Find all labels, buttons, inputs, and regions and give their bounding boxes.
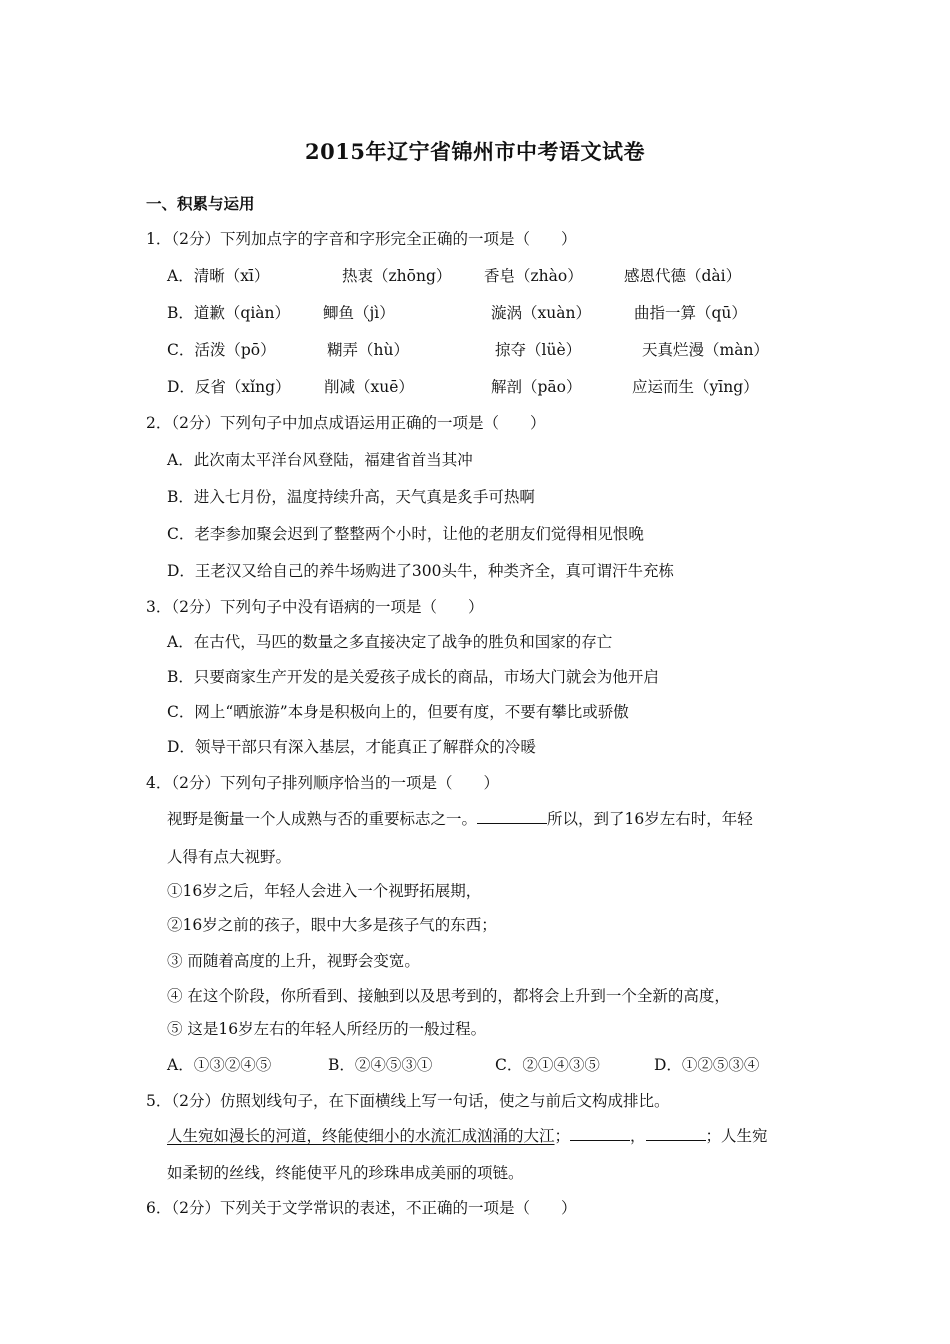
q4-sentence-3: ③ 而随着高度的上升，视野会变宽。: [167, 952, 420, 970]
q4-sentence-5: ⑤ 这是16岁左右的年轻人所经历的一般过程。: [167, 1020, 487, 1038]
q1-option-b-4: 曲指一算（qū）: [634, 304, 747, 322]
q3-option-d: D．领导干部只有深入基层，才能真正了解群众的冷暖: [167, 738, 536, 756]
q1-option-d-2: 削减（xuē）: [324, 378, 414, 396]
q5-underlined-sentence: 人生宛如漫长的河道，终能使细小的水流汇成汹涌的大江: [167, 1127, 555, 1145]
q4-passage-line-2: 人得有点大视野。: [167, 848, 292, 866]
question-1-stem: 1．（2分）下列加点字的字音和字形完全正确的一项是（ ）: [146, 230, 577, 248]
question-4-stem: 4．（2分）下列句子排列顺序恰当的一项是（ ）: [146, 774, 499, 792]
q5-tail: ；人生宛: [705, 1127, 768, 1145]
q1-option-c-4: 天真烂漫（màn）: [642, 341, 769, 359]
q2-option-d: D．王老汉又给自己的养牛场购进了300头牛，种类齐全，真可谓汗牛充栋: [167, 562, 675, 580]
q3-option-c: C．网上“晒旅游”本身是积极向上的，但要有度，不要有攀比或骄傲: [167, 703, 629, 721]
answer-blank[interactable]: [477, 809, 547, 824]
q4-passage-line-1: [167, 807, 753, 829]
q1-option-b-2: 鲫鱼（jì）: [323, 304, 395, 322]
q1-option-c-3: 掠夺（lüè）: [495, 341, 582, 359]
q4-option-a: A．①③②④⑤: [167, 1056, 272, 1074]
q1-option-a-1: A．清晰（xī）: [167, 267, 270, 285]
q1-option-d-3: 解剖（pāo）: [491, 378, 582, 396]
q4-passage-part-a: 视野是衡量一个人成熟与否的重要标志之一。: [167, 810, 478, 828]
q1-option-b-1: B．道歉（qiàn）: [167, 304, 290, 322]
q1-option-a-4: 感恩代德（dài）: [624, 267, 742, 285]
q2-option-c: C．老李参加聚会迟到了整整两个小时，让他的老朋友们觉得相见恨晚: [167, 525, 644, 543]
q5-passage-line-2: 如柔韧的丝线，终能使平凡的珍珠串成美丽的项链。: [167, 1164, 524, 1182]
q1-option-c-1: C．活泼（pō）: [167, 341, 276, 359]
answer-blank-1[interactable]: [570, 1126, 630, 1141]
q5-passage-line-1: [167, 1124, 768, 1146]
q4-option-c: C．②①④③⑤: [495, 1056, 600, 1074]
q1-option-a-3: 香皂（zhào）: [484, 267, 583, 285]
question-5-stem: 5．（2分）仿照划线句子，在下面横线上写一句话，使之与前后文构成排比。: [146, 1092, 670, 1110]
section-heading: 一、积累与运用: [146, 194, 255, 213]
question-3-stem: 3．（2分）下列句子中没有语病的一项是（ ）: [146, 598, 484, 616]
q4-option-b: B．②④⑤③①: [328, 1056, 433, 1074]
q4-sentence-1: ①16岁之后，年轻人会进入一个视野拓展期，: [167, 882, 482, 900]
page-title: 2015年辽宁省锦州市中考语文试卷: [305, 139, 645, 164]
q2-option-b: B．进入七月份，温度持续升高，天气真是炙手可热啊: [167, 488, 535, 506]
q1-option-b-3: 漩涡（xuàn）: [491, 304, 591, 322]
q4-passage-part-b: 所以，到了16岁左右时，年轻: [547, 810, 753, 828]
q4-sentence-4: ④ 在这个阶段，你所看到、接触到以及思考到的，都将会上升到一个全新的高度，: [167, 987, 730, 1005]
q4-option-d: D．①②⑤③④: [654, 1056, 760, 1074]
q3-option-a: A．在古代，马匹的数量之多直接决定了战争的胜负和国家的存亡: [167, 633, 613, 651]
q4-sentence-2: ②16岁之前的孩子，眼中大多是孩子气的东西；: [167, 916, 497, 934]
question-2-stem: 2．（2分）下列句子中加点成语运用正确的一项是（ ）: [146, 414, 546, 432]
q1-option-a-2: 热衷（zhōng）: [342, 267, 452, 285]
q1-option-c-2: 糊弄（hù）: [327, 341, 409, 359]
q1-option-d-4: 应运而生（yīng）: [632, 378, 759, 396]
answer-blank-2[interactable]: [646, 1126, 706, 1141]
question-6-stem: 6．（2分）下列关于文学常识的表述，不正确的一项是（ ）: [146, 1199, 577, 1217]
q3-option-b: B．只要商家生产开发的是关爱孩子成长的商品，市场大门就会为他开启: [167, 668, 659, 686]
q2-option-a: A．此次南太平洋台风登陆，福建省首当其冲: [167, 451, 473, 469]
q5-separator-1: ；: [554, 1127, 571, 1145]
q5-separator-2: ，: [630, 1127, 646, 1145]
q1-option-d-1: D．反省（xǐng）: [167, 378, 291, 396]
